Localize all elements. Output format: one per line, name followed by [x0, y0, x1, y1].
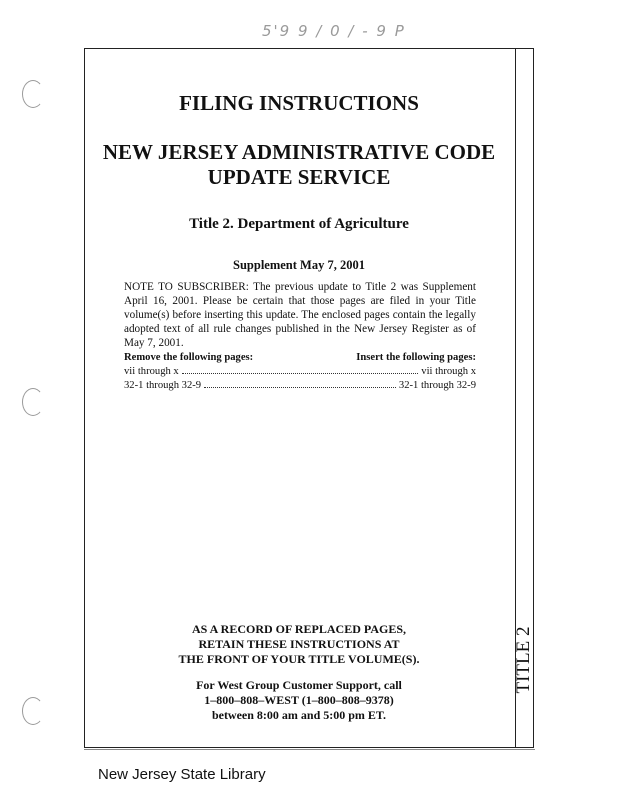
pages-table-header [124, 352, 476, 363]
record-notice [84, 622, 514, 667]
table-row [124, 379, 476, 393]
remove-pages: vii through x [124, 366, 179, 377]
pages-table [124, 352, 476, 393]
remove-header: Remove the following pages: [124, 352, 254, 363]
binder-hole-bottom [22, 697, 44, 725]
handwritten-stamp: 5'9 9 / 0 / - 9 P [262, 22, 406, 40]
record-notice-line: THE FRONT OF YOUR TITLE VOLUME(S). [178, 652, 420, 666]
insert-pages: vii through x [421, 366, 476, 377]
code-title-line: UPDATE SERVICE [207, 165, 391, 189]
title-tab-label: TITLE 2 [513, 626, 534, 694]
remove-pages: 32-1 through 32-9 [124, 380, 202, 391]
insert-pages: 32-1 through 32-9 [398, 380, 476, 391]
bottom-rule [84, 749, 535, 750]
record-notice-line: RETAIN THESE INSTRUCTIONS AT [198, 637, 400, 651]
support-line: between 8:00 am and 5:00 pm ET. [211, 708, 387, 722]
dot-leader [204, 387, 396, 388]
code-title-line: NEW JERSEY ADMINISTRATIVE CODE [102, 140, 496, 164]
support-line: 1–800–808–WEST (1–800–808–9378) [204, 693, 394, 707]
code-title [84, 140, 514, 190]
dot-leader [182, 373, 419, 374]
record-notice-line: AS A RECORD OF REPLACED PAGES, [191, 622, 407, 636]
title-subtitle: Title 2. Department of Agriculture [189, 216, 409, 232]
subscriber-note: NOTE TO SUBSCRIBER: The previous update to Title 2 was Supplement April 16, 2001. Please be certain that those pages are filed in your Title volume(s) before inserting this update. The enclosed pages contain the legally adopted text of all rule changes published in the New Jersey Register as of May 7, 2001. [124, 281, 476, 349]
insert-header: Insert the following pages: [356, 352, 476, 363]
page-title: FILING INSTRUCTIONS [179, 91, 419, 115]
support-line: For West Group Customer Support, call [196, 678, 402, 692]
library-footer: New Jersey State Library [98, 766, 266, 783]
binder-hole-top [22, 80, 44, 108]
customer-support [84, 678, 514, 723]
supplement-date: Supplement May 7, 2001 [233, 258, 365, 272]
binder-hole-middle [22, 388, 44, 416]
table-row [124, 365, 476, 379]
